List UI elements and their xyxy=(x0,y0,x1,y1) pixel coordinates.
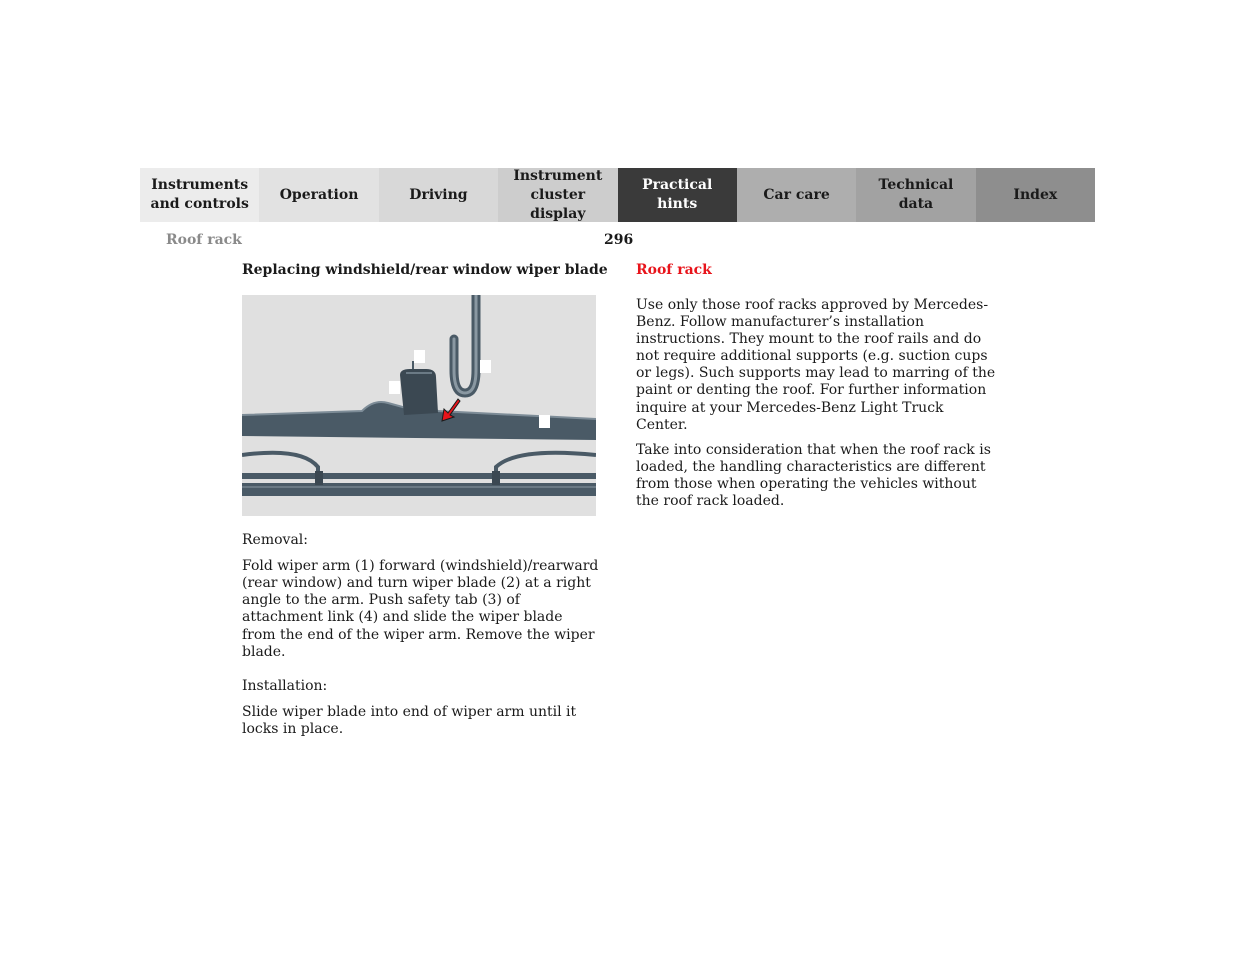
tab-label: Operation xyxy=(279,186,359,203)
tab-operation[interactable] xyxy=(259,168,378,222)
tab-label: Driving xyxy=(409,186,468,203)
removal-label: Removal: xyxy=(242,532,308,548)
breadcrumb: Roof rack xyxy=(166,232,242,248)
tab-technical-data[interactable] xyxy=(856,168,975,222)
removal-text: Fold wiper arm (1) forward (windshield)/rearward (rear window) and turn wiper blade (2) at a right angle to the arm. Push safety tab (3) of attachment link (4) and slide the wiper blade from the end of the wiper arm. Remove the wiper blade. xyxy=(242,557,599,660)
callout-marker-1 xyxy=(414,350,425,363)
installation-text: Slide wiper blade into end of wiper arm until it locks in place. xyxy=(242,703,577,737)
tab-driving[interactable] xyxy=(379,168,498,222)
tab-label: Practical hints xyxy=(642,177,713,212)
roof-rack-text xyxy=(636,297,998,518)
tab-car-care[interactable] xyxy=(737,168,856,222)
tab-instrument-cluster-display[interactable] xyxy=(498,168,617,222)
wiper-instructions xyxy=(242,532,600,747)
tab-label: Index xyxy=(1013,186,1058,203)
wiper-blade-illustration xyxy=(242,295,596,516)
roof-rack-paragraph-2: Take into consideration that when the roof rack is loaded, the handling characteristics are different from those when operating the vehicles without the roof rack loaded. xyxy=(636,441,991,510)
section-heading-roof-rack: Roof rack xyxy=(636,262,712,278)
callout-marker-3 xyxy=(389,381,400,394)
callout-marker-4 xyxy=(539,415,550,428)
callout-marker-2 xyxy=(480,360,491,373)
tab-index[interactable] xyxy=(976,168,1095,222)
roof-rack-paragraph-1: Use only those roof racks approved by Mercedes-Benz. Follow manufacturer’s installation instructions. They mount to the roof rails and do not require additional supports (e.g. suction cups or legs). Such supports may lead to marring of the paint or denting the roof. For further information inquire at your Mercedes-Benz Light Truck Center. xyxy=(636,297,996,433)
section-heading-wiper: Replacing windshield/rear window wiper blade xyxy=(242,262,608,278)
installation-label: Installation: xyxy=(242,677,328,694)
tab-instruments-and-controls[interactable] xyxy=(140,168,259,222)
tab-label: Technical data xyxy=(878,177,954,212)
chapter-tabs xyxy=(140,168,1095,222)
page-number: 296 xyxy=(604,232,634,248)
tab-label: Instruments and controls xyxy=(150,177,249,212)
tab-label: Instrument cluster display xyxy=(513,167,603,222)
tab-label: Car care xyxy=(763,186,830,203)
tab-practical-hints[interactable] xyxy=(618,168,737,222)
